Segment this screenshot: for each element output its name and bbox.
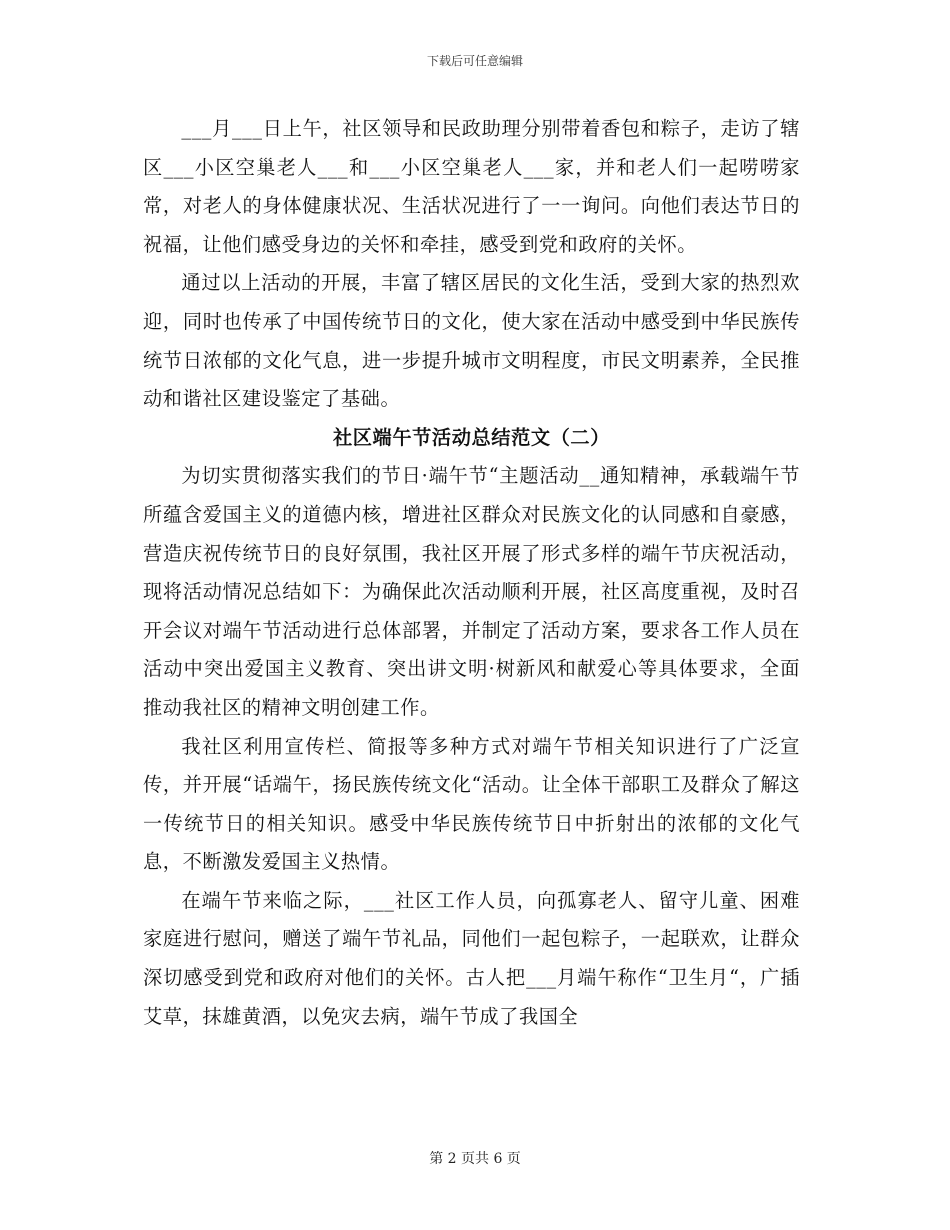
document-body [143, 110, 800, 1036]
paragraph: 通过以上活动的开展，丰富了辖区居民的文化生活，受到大家的热烈欢迎，同时也传承了中国传统节日的文化，使大家在活动中感受到中华民族传统节日浓郁的文化气息，进一步提升城市文明程度，市民文明素养，全民推动和谐社区建设鉴定了基础。 [143, 271, 800, 411]
paragraph: ___月___日上午，社区领导和民政助理分别带着香包和粽子，走访了辖区___小区空巢老人___和___小区空巢老人___家，并和老人们一起唠唠家常，对老人的身体健康状况、生活状况进行了一一询问。向他们表达节日的祝福，让他们感受身边的关怀和牵挂，感受到党和政府的关怀。 [143, 117, 800, 256]
paragraph: 我社区利用宣传栏、简报等多种方式对端午节相关知识进行了广泛宣传，并开展“话端午，扬民族传统文化“活动。让全体干部职工及群众了解这一传统节日的相关知识。感受中华民族传统节日中折射出的浓郁的文化气息，不断激发爱国主义热情。 [143, 734, 800, 874]
paragraph: 在端午节来临之际，___社区工作人员，向孤寡老人、留守儿童、困难家庭进行慰问，赠送了端午节礼品，同他们一起包粽子，一起联欢，让群众深切感受到党和政府对他们的关怀。古人把___月端午称作“卫生月“，广插艾草，抹雄黄酒，以免灾去病，端午节成了我国全 [143, 888, 800, 1028]
page-header: 下载后可任意编辑 [426, 54, 523, 68]
paragraph: 为切实贯彻落实我们的节日·端午节“主题活动__通知精神，承载端午节所蕴含爱国主义的道德内核，增进社区群众对民族文化的认同感和自豪感，营造庆祝传统节日的良好氛围，我社区开展了形式多样的端午节庆祝活动，现将活动情况总结如下：为确保此次活动顺利开展，社区高度重视，及时召开会议对端午节活动进行总体部署，并制定了活动方案，要求各工作人员在活动中突出爱国主义教育、突出讲文明·树新风和献爱心等具体要求，全面推动我社区的精神文明创建工作。 [143, 464, 800, 719]
section-title: 社区端午节活动总结范文（二） [332, 425, 611, 449]
page-number-footer: 第 2 页共 6 页 [429, 1151, 521, 1167]
